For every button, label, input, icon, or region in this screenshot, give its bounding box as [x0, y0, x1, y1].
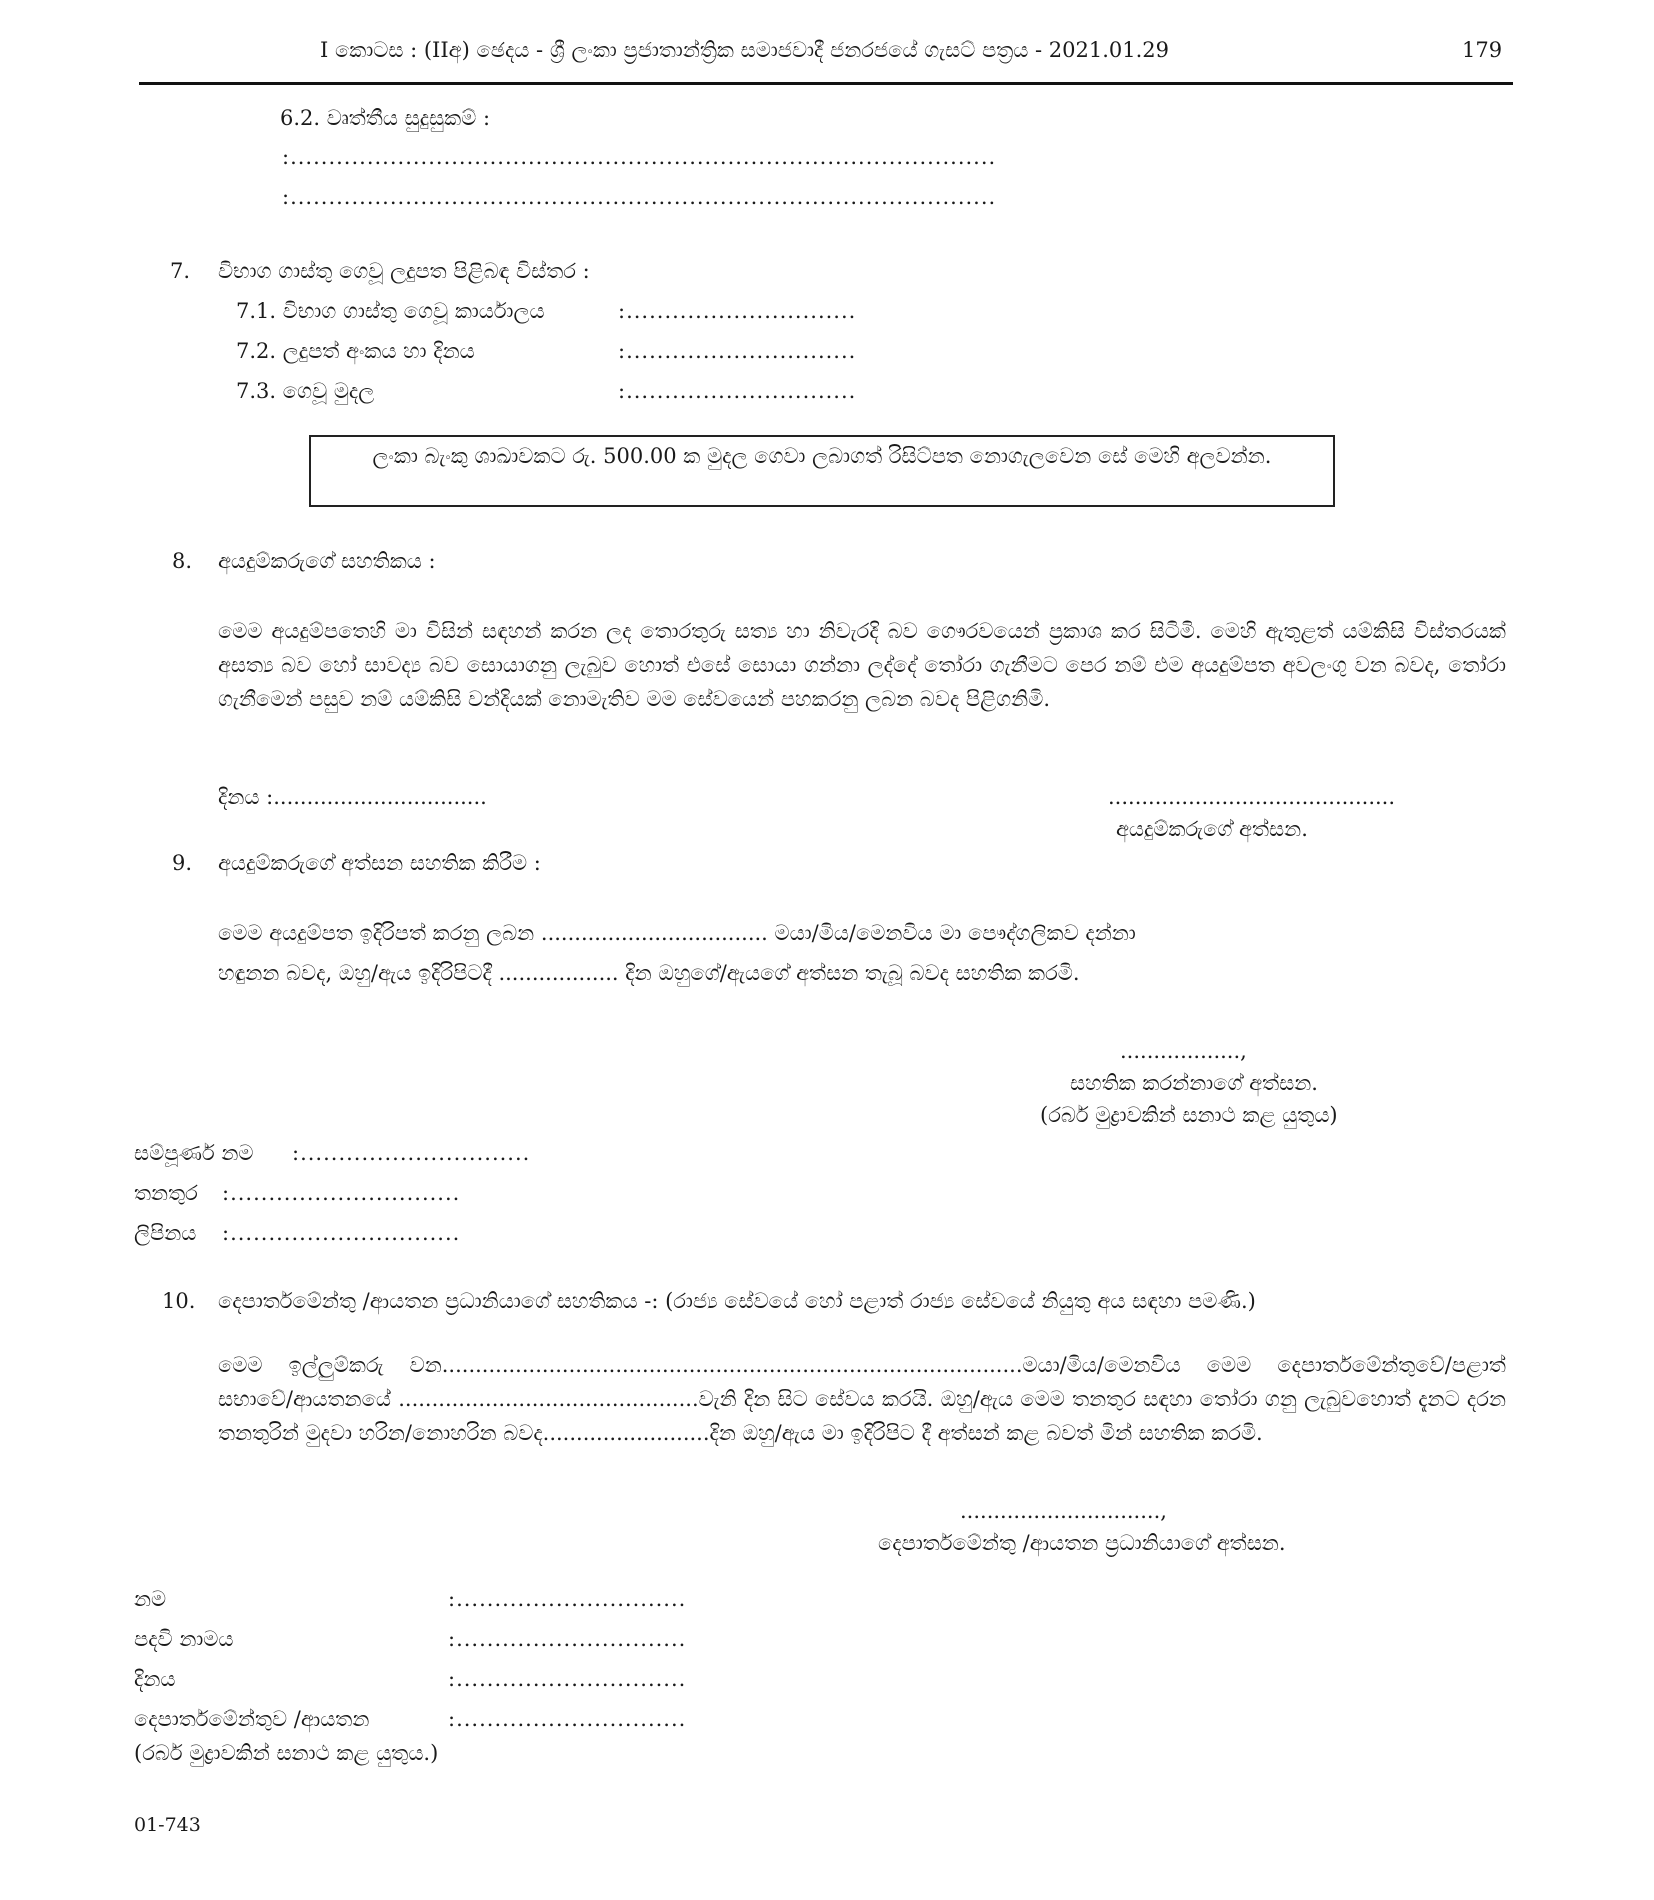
section-9-signature-label: සහතික කරන්නාගේ අත්සන.: [1070, 1071, 1318, 1095]
section-9-line-1: මෙම අයදුම්පත ඉදිරිපත් කරනු ලබන .................................. මයා/මිය/මෙනවිය මා පෞද්ගලිකව දන්නා: [218, 921, 1136, 945]
section-10-number: 10.: [162, 1289, 196, 1313]
head-designation-value: :..............................: [448, 1627, 687, 1651]
footer-code: 01-743: [134, 1814, 201, 1836]
section-8-date: දිනය :................................: [218, 785, 487, 809]
section-7-1-label: 7.1. විභාග ගාස්තු ගෙවූ කාර්යාලය: [236, 299, 545, 323]
section-7-3-value: :..............................: [618, 379, 857, 403]
section-8-signature-line: ...........................................: [1108, 785, 1396, 809]
head-date-label: දිනය: [134, 1667, 176, 1691]
certifier-name-value: :..............................: [292, 1141, 531, 1165]
head-name-value: :..............................: [448, 1587, 687, 1611]
section-9-signature-line: ..................,: [1120, 1039, 1247, 1063]
bottom-stamp-note: (රබර් මුද්‍රාවකින් සනාථ කළ යුතුය.): [134, 1741, 439, 1765]
section-7-title: විභාග ගාස්තු ගෙවූ ලදුපත පිළිබඳ විස්තර :: [218, 259, 590, 283]
head-designation-label: පදවි නාමය: [134, 1627, 234, 1651]
receipt-paste-instruction: ලංකා බැංකු ශාඛාවකට රු. 500.00 ක මුදල ගෙවා ලබාගත් රිසිට්පත නොගැලවෙන සේ මෙහි අලවන්න.: [372, 444, 1272, 468]
section-9-title: අයදුම්කරුගේ අත්සන සහතික කිරීම :: [218, 851, 541, 875]
section-8-number: 8.: [172, 549, 193, 573]
certifier-address-value: :..............................: [222, 1221, 461, 1245]
section-8-signature-label: අයදුම්කරුගේ අත්සන.: [1116, 817, 1308, 841]
section-8-title: අයදුම්කරුගේ සහතිකය :: [218, 549, 436, 573]
section-7-3-label: 7.3. ගෙවූ මුදල: [236, 379, 375, 403]
certifier-position-label: තනතුර: [134, 1181, 198, 1205]
section-7-1-value: :..............................: [618, 299, 857, 323]
section-8-paragraph: මෙම අයදුම්පතෙහි මා විසින් සඳහන් කරන ලද තොරතුරු සත්‍ය හා නිවැරදි බව ගෞරවයෙන් ප්‍රකාශ කර සිටිමි. මෙහි ඇතුළත් යම්කිසි විස්තරයක් අසත්‍ය බව හෝ සාවද්‍ය බව සොයාගනු ලැබුව හොත් එසේ සොයා ගන්නා ලද්දේ තෝරා ගැනීමට පෙර නම් එම අයදුම්පත අවලංගු වන බවද, තෝරා ගැනීමෙන් පසුව නම් යම්කිසි වන්දියක් නොමැතිව මම සේවයෙන් පහකරනු ලබන බවද පිළිගනිමි.: [218, 619, 1506, 711]
section-10-signature-label: දෙපාර්තමේන්තු /ආයතන ප්‍රධානියාගේ අත්සන.: [878, 1531, 1286, 1555]
header-rule: [139, 82, 1513, 85]
head-name-label: නම: [134, 1587, 167, 1611]
section-7-2-value: :..............................: [618, 339, 857, 363]
page-number: 179: [1462, 38, 1503, 62]
head-department-value: :..............................: [448, 1707, 687, 1731]
section-7-2-label: 7.2. ලදුපත් අංකය හා දිනය: [236, 339, 475, 363]
section-6-2-line-2: :............................................................................................: [282, 185, 997, 209]
head-date-value: :..............................: [448, 1667, 687, 1691]
page-header-title: I කොටස : (IIඅ) ඡෙදය - ශ්‍රී ලංකා ප්‍රජාතාන්ත්‍රික සමාජවාදී ජනරජයේ ගැසට් පත්‍රය - 2021.01.29: [320, 38, 1170, 62]
certifier-address-label: ලිපිනය: [134, 1221, 197, 1245]
section-9-line-2: හඳුනන බවද, ඔහු/ඇය ඉදිරිපිටදී .................. දින ඔහුගේ/ඇයගේ අත්සන තැබූ බවද සහතික කරමි.: [218, 961, 1080, 985]
section-7-number: 7.: [170, 259, 191, 283]
section-6-2-label: 6.2. වෘත්තීය සුදුසුකම් :: [280, 106, 491, 130]
certifier-name-label: සම්පූර්ණ නම: [134, 1141, 254, 1165]
section-9-number: 9.: [172, 851, 193, 875]
head-department-label: දෙපාර්තමේන්තුව /ආයතන: [134, 1707, 370, 1731]
section-6-2-line-1: :............................................................................................: [282, 145, 997, 169]
section-10-title: දෙපාර්තමේන්තු /ආයතන ප්‍රධානියාගේ සහතිකය -: (රාජ්‍ය සේවයේ හෝ පළාත් රාජ්‍ය සේවයේ නියුතු අය සඳහා පමණි.): [218, 1289, 1256, 1313]
receipt-paste-box: [309, 435, 1335, 507]
section-10-paragraph: මෙම ඉල්ලුම්කරු වන.......................................................................................මයා/මිය/මෙනවිය මෙම දෙපාර්තමේන්තුවේ/පළාත් සභාවේ/ආයතනයේ .............................................වැනි දින සිට සේවය කරයි. ඔහු/ඇය මෙම තනතුර සඳහා තෝරා ගනු ලැබුවහොත් දැනට දරන තනතුරින් මුදවා හරින/නොහරින බවද.........................දින ඔහු/ඇය මා ඉදිරිපිට දී අත්සන් කළ බවත් මින් සහතික කරමි.: [218, 1353, 1506, 1445]
section-10-signature-line: ..............................,: [960, 1499, 1167, 1523]
section-9-stamp-note: (රබර් මුද්‍රාවකින් සනාථ කළ යුතුය): [1040, 1103, 1338, 1127]
certifier-position-value: :..............................: [222, 1181, 461, 1205]
